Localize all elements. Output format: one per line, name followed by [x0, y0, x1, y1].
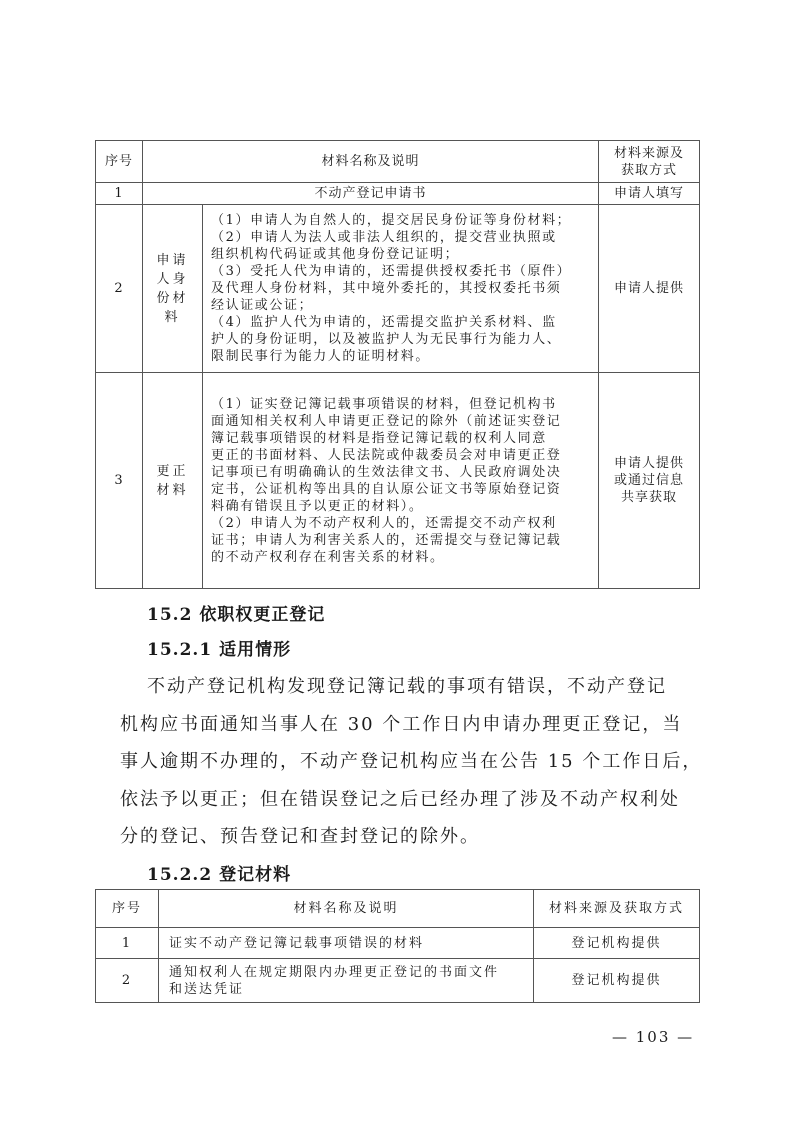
description-line: 证书；申请人为利害关系人的，还需提交与登记簿记载	[211, 532, 562, 548]
description-line: 组织机构代码证或其他身份登记证明；	[211, 247, 460, 262]
subsection-heading-materials: 15.2.2 登记材料	[147, 865, 292, 885]
category-line: 更正	[156, 463, 189, 479]
row-source: 申请人提供	[599, 205, 700, 373]
paragraph-line: 机构应书面通知当事人在 30 个工作日内申请办理更正登记，当	[120, 713, 683, 735]
description-line: （3）受托人代为申请的，还需提供授权委托书（原件）	[211, 264, 572, 279]
header-description: 材料名称及说明	[143, 141, 599, 183]
table-header-row	[96, 141, 700, 183]
header-source	[599, 141, 700, 183]
header-description: 材料名称及说明	[159, 890, 534, 928]
header-no: 序号	[96, 141, 143, 183]
description-line: 簿记载事项错误的材料是指登记簿记载的权利人同意	[211, 430, 547, 446]
row-description	[203, 373, 599, 589]
table-row	[96, 205, 700, 373]
table-row	[96, 373, 700, 589]
row-category	[143, 205, 203, 373]
description-line: 限制民事行为能力人的证明材料。	[211, 349, 431, 364]
source-line: 或通过信息	[614, 473, 685, 488]
table-row	[96, 959, 700, 1003]
row-description	[203, 205, 599, 373]
description-line: 定书，公证机构等出具的自认原公证文书等原始登记资	[211, 481, 562, 497]
row-category	[143, 373, 203, 589]
category-line: 申请	[156, 252, 189, 268]
row-description: 证实不动产登记簿记载事项错误的材料	[159, 928, 534, 959]
description-line: （2）申请人为法人或非法人组织的，提交营业执照或	[211, 230, 557, 245]
paragraph-line: 不动产登记机构发现登记簿记载的事项有错误，不动产登记	[147, 676, 667, 697]
category-line: 料	[164, 309, 181, 325]
table-row	[96, 928, 700, 959]
category-line: 材料	[156, 482, 189, 498]
body-paragraph	[120, 668, 705, 856]
header-source-line: 材料来源及	[614, 145, 685, 161]
paragraph-line: 分的登记、预告登记和查封登记的除外。	[120, 826, 480, 847]
row-no: 2	[96, 205, 143, 373]
description-line: 更正的书面材料、人民法院或仲裁委员会对申请更正登	[211, 447, 562, 463]
row-no: 1	[96, 928, 159, 959]
description-line: 和送达凭证	[169, 981, 245, 997]
category-line: 人身	[156, 271, 189, 287]
description-line: 经认证或公证；	[211, 298, 314, 313]
paragraph-line: 事人逾期不办理的，不动产登记机构应当在公告 15 个工作日后，	[120, 751, 703, 772]
header-no: 序号	[96, 890, 159, 928]
source-line: 申请人提供	[614, 456, 685, 471]
source-line: 共享获取	[621, 490, 678, 505]
row-description	[159, 959, 534, 1003]
row-no: 1	[96, 183, 143, 205]
row-no: 3	[96, 373, 143, 589]
subsection-heading-applicable: 15.2.1 适用情形	[147, 640, 292, 660]
row-source	[599, 373, 700, 589]
description-line: 面通知相关权利人申请更正登记的除外（前述证实登记	[211, 413, 562, 429]
page-number: — 103 —	[612, 1028, 695, 1046]
row-description: 不动产登记申请书	[143, 183, 599, 205]
section-heading: 15.2 依职权更正登记	[147, 605, 326, 625]
row-source: 登记机构提供	[534, 928, 700, 959]
table-header-row	[96, 890, 700, 928]
description-line: 的不动产权利存在利害关系的材料。	[211, 549, 445, 565]
row-no: 2	[96, 959, 159, 1003]
header-source-line: 获取方式	[621, 162, 678, 178]
materials-table-2	[95, 889, 700, 1003]
description-line: （4）监护人代为申请的，还需提交监护关系材料、监	[211, 315, 557, 330]
row-source: 申请人填写	[599, 183, 700, 205]
description-line: （1）证实登记簿记载事项错误的材料，但登记机构书	[211, 396, 557, 412]
table-row	[96, 183, 700, 205]
description-line: 护人的身份证明，以及被监护人为无民事行为能力人、	[211, 332, 562, 347]
description-line: 通知权利人在规定期限内办理更正登记的书面文件	[169, 964, 500, 980]
header-source: 材料来源及获取方式	[534, 890, 700, 928]
paragraph-line: 依法予以更正；但在错误登记之后已经办理了涉及不动产权利处	[120, 788, 680, 810]
category-line: 份材	[156, 290, 189, 306]
description-line: 及代理人身份材料，其中境外委托的，其授权委托书须	[211, 281, 562, 296]
materials-table-1	[95, 140, 700, 589]
description-line: 记事项已有明确确认的生效法律文书、人民政府调处决	[211, 464, 562, 480]
description-line: （2）申请人为不动产权利人的，还需提交不动产权利	[211, 515, 557, 531]
description-line: 料确有错误且予以更正的材料）。	[211, 498, 424, 514]
row-source: 登记机构提供	[534, 959, 700, 1003]
description-line: （1）申请人为自然人的，提交居民身份证等身份材料；	[211, 213, 572, 228]
